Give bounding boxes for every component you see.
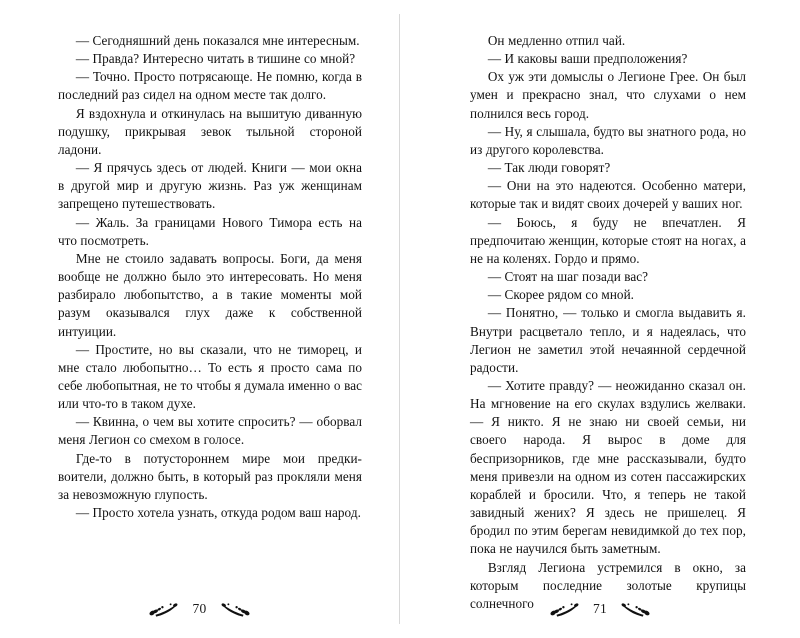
right-page-text-block	[470, 32, 746, 613]
leaf-flourish-ornament	[149, 602, 183, 617]
left-page-footer	[0, 598, 399, 620]
leaf-flourish-ornament	[616, 602, 650, 617]
paragraph: Я вздохнула и откинулась на вышитую диванную подушку, прикрывая зевок тыльной стороной ладони.	[58, 105, 362, 157]
paragraph: — Понятно, — только и смогла выдавить я. Внутри расцветало тепло, и я надеялась, что Легион не заметил этой нечаянной сердечной радости.	[470, 305, 746, 375]
paragraph: — Стоят на шаг позади вас?	[487, 269, 649, 285]
paragraph: Мне не стоило задавать вопросы. Боги, да меня вообще не должно было это интересовать. Но меня разбирало любопытство, а в такие моменты мой разум оказывался глух даже к собственной интуиции.	[58, 250, 362, 339]
paragraph: — Жаль. За границами Нового Тимора есть на что посмотреть.	[58, 214, 362, 248]
paragraph: — Они на это надеются. Особенно матери, которые так и видят своих дочерей у ваших ног.	[470, 178, 746, 212]
page-number: 70	[192, 601, 207, 617]
paragraph: — Простите, но вы сказали, что не тиморец, и мне стало любопытно… То есть я просто сама по себе любопытная, не то чтобы я думала именно о вас или что-то в таком духе.	[58, 341, 362, 412]
paragraph: — Хотите правду? — неожиданно сказал он. На мгновение на его скулах вздулись желваки. — Я никто. Я не знаю ни своей семьи, ни своего народа. Я вырос в доме для беспризорников, где мне рассказывали, будто меня привезли на одном из сотен пассажирских кораблей и бросили. Что, я теперь не такой завидный жених? Я здесь не пришелец. Я бродил по этим берегам невидимкой до тех пор, пока не научился быть заметным.	[470, 377, 746, 557]
paragraph: — Скорее рядом со мной.	[487, 287, 635, 303]
leaf-flourish-ornament	[550, 602, 584, 617]
paragraph: — Ну, я слышала, будто вы знатного рода, но из другого королевства.	[470, 123, 746, 157]
page-number: 71	[592, 601, 608, 617]
paragraph: — Точно. Просто потрясающе. Не помню, когда в последний раз сидел на одном месте так долго.	[58, 69, 362, 103]
paragraph: — И каковы ваши предположения?	[487, 51, 688, 67]
paragraph: — Я прячусь здесь от людей. Книги — мои окна в другой мир и другую жизнь. Раз уж женщинам запрещено путешествовать.	[58, 160, 362, 212]
paragraph: Где-то в потустороннем мире мои предки-воители, должно быть, в который раз прокляли меня за невозможную глупость.	[58, 450, 362, 502]
paragraph: Он медленно отпил чай.	[487, 33, 626, 48]
leaf-flourish-ornament	[216, 602, 250, 617]
paragraph: — Правда? Интересно читать в тишине со мной?	[75, 51, 356, 67]
paragraph: — Так люди говорят?	[487, 160, 611, 176]
left-page	[0, 0, 399, 638]
paragraph: — Просто хотела узнать, откуда родом ваш народ.	[75, 505, 361, 521]
left-page-text-block	[58, 32, 362, 522]
right-page-footer	[400, 598, 800, 620]
paragraph: Ох уж эти домыслы о Легионе Грее. Он был умен и прекрасно знал, что слухами о нем полнился весь город.	[470, 69, 746, 121]
right-page	[400, 0, 800, 638]
paragraph: Взгляд Легиона устремился в окно, за которым последние золотые крупицы солнечного	[470, 559, 746, 611]
paragraph: — Сегодняшний день показался мне интересным.	[75, 33, 360, 48]
paragraph: — Боюсь, я буду не впечатлен. Я предпочитаю женщин, которые стоят на ногах, а не на коленях. Гордо и прямо.	[470, 214, 746, 266]
paragraph: — Квинна, о чем вы хотите спросить? — оборвал меня Легион со смехом в голосе.	[58, 414, 362, 448]
